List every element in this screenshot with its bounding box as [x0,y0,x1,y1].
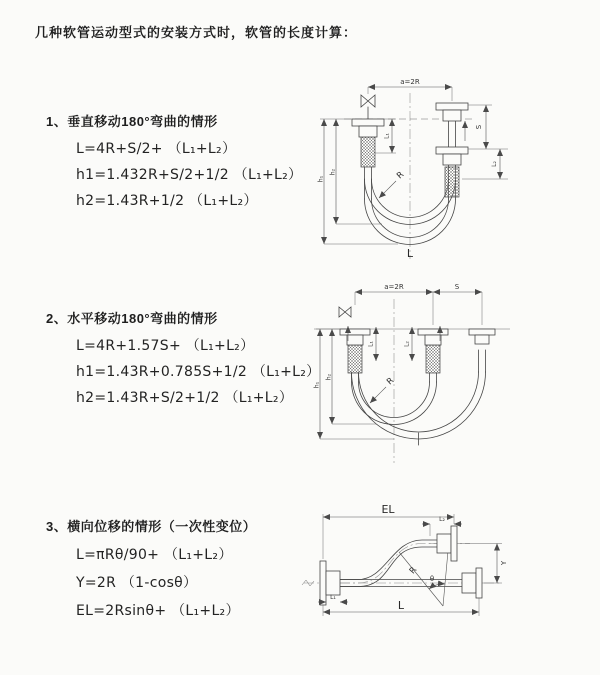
section-3-formula-Y: Y=2R （1-cosθ） [76,575,198,591]
radius-callout [370,376,396,403]
section-2-formula-h1: h1=1.43R+0.785S+1/2 （L₁+L₂） [76,364,321,380]
dim-width [355,283,482,325]
dim-label-a2r: a=2R [400,78,420,86]
dim-label-h1: h₁ [313,381,321,389]
radius-label: R [385,375,397,388]
braided-section-left [361,137,375,167]
angle-construction [399,551,448,606]
dim-label-a2r: a=2R [384,283,404,291]
dim-label-l2: L₂ [439,516,445,523]
diagram-horizontal-180-bend [310,276,582,474]
break-mark [302,580,314,586]
braided-section-middle [426,345,440,373]
dim-L [323,598,479,616]
dim-label-l1: L₁ [383,133,391,139]
page-title: 几种软管运动型式的安装方式时，软管的长度计算： [35,25,358,40]
dim-label-l1: L₁ [330,594,336,601]
moving-end-upper-position [436,103,468,121]
diagram-vertical-180-bend [316,66,578,264]
radius-label: R [407,565,420,577]
dim-stroke-S [465,105,508,149]
radius-callout [379,170,406,198]
dim-label-l2: L₂ [403,341,411,347]
dim-label-y: Y [500,560,508,566]
braided-section-left [348,345,362,373]
section-2-heading: 2、水平移动180°弯曲的情形 [46,311,218,326]
dim-label-h1: h₁ [317,175,325,183]
moving-end-lower-position [436,147,468,165]
dim-label-h2: h₂ [329,168,337,176]
dim-label-s: S [475,124,483,130]
hose-u-bends [352,350,486,445]
length-label: L [406,247,414,260]
section-1-formula-L: L=4R+S/2+ （L₁+L₂） [76,141,237,157]
flange-middle [418,329,448,345]
radius-label: R [395,169,407,182]
flange-right-original [462,568,482,598]
dim-label-l2: L₂ [491,161,498,167]
dim-label-s: S [454,283,460,291]
flange-right [469,329,495,344]
section-3-formula-L: L=πRθ/90+ （L₁+L₂） [76,547,233,563]
section-2-formula-h2: h2=1.43R+S/2+1/2 （L₁+L₂） [76,390,294,406]
section-1-heading: 1、垂直移动180°弯曲的情形 [46,114,218,129]
dim-label-h2: h₂ [325,373,333,381]
section-3-heading: 3、横向位移的情形（一次性变位） [46,519,257,534]
braided-section-right [445,167,459,197]
flange-left [340,329,370,345]
section-3-formula-EL: EL=2Rsinθ+ （L₁+L₂） [76,603,240,619]
section-1-formula-h1: h1=1.432R+S/2+1/2 （L₁+L₂） [76,167,303,183]
section-2-formula-L: L=4R+1.57S+ （L₁+L₂） [76,338,255,354]
dim-L2 [462,149,508,179]
section-1-formula-h2: h2=1.43R+1/2 （L₁+L₂） [76,193,258,209]
dim-label-l: L [397,599,405,612]
hose-centerline [340,544,437,584]
valve-icon [361,95,375,107]
diagram-lateral-displacement [296,494,592,652]
dim-EL [323,503,454,559]
dim-label-l1: L₁ [367,341,375,347]
flange-right-displaced [437,526,457,561]
angle-label: θ [429,575,435,583]
valve-icon [339,307,351,317]
dim-L2 [404,327,413,361]
fixed-end-fitting [352,107,384,137]
dim-label-el: EL [381,503,395,516]
